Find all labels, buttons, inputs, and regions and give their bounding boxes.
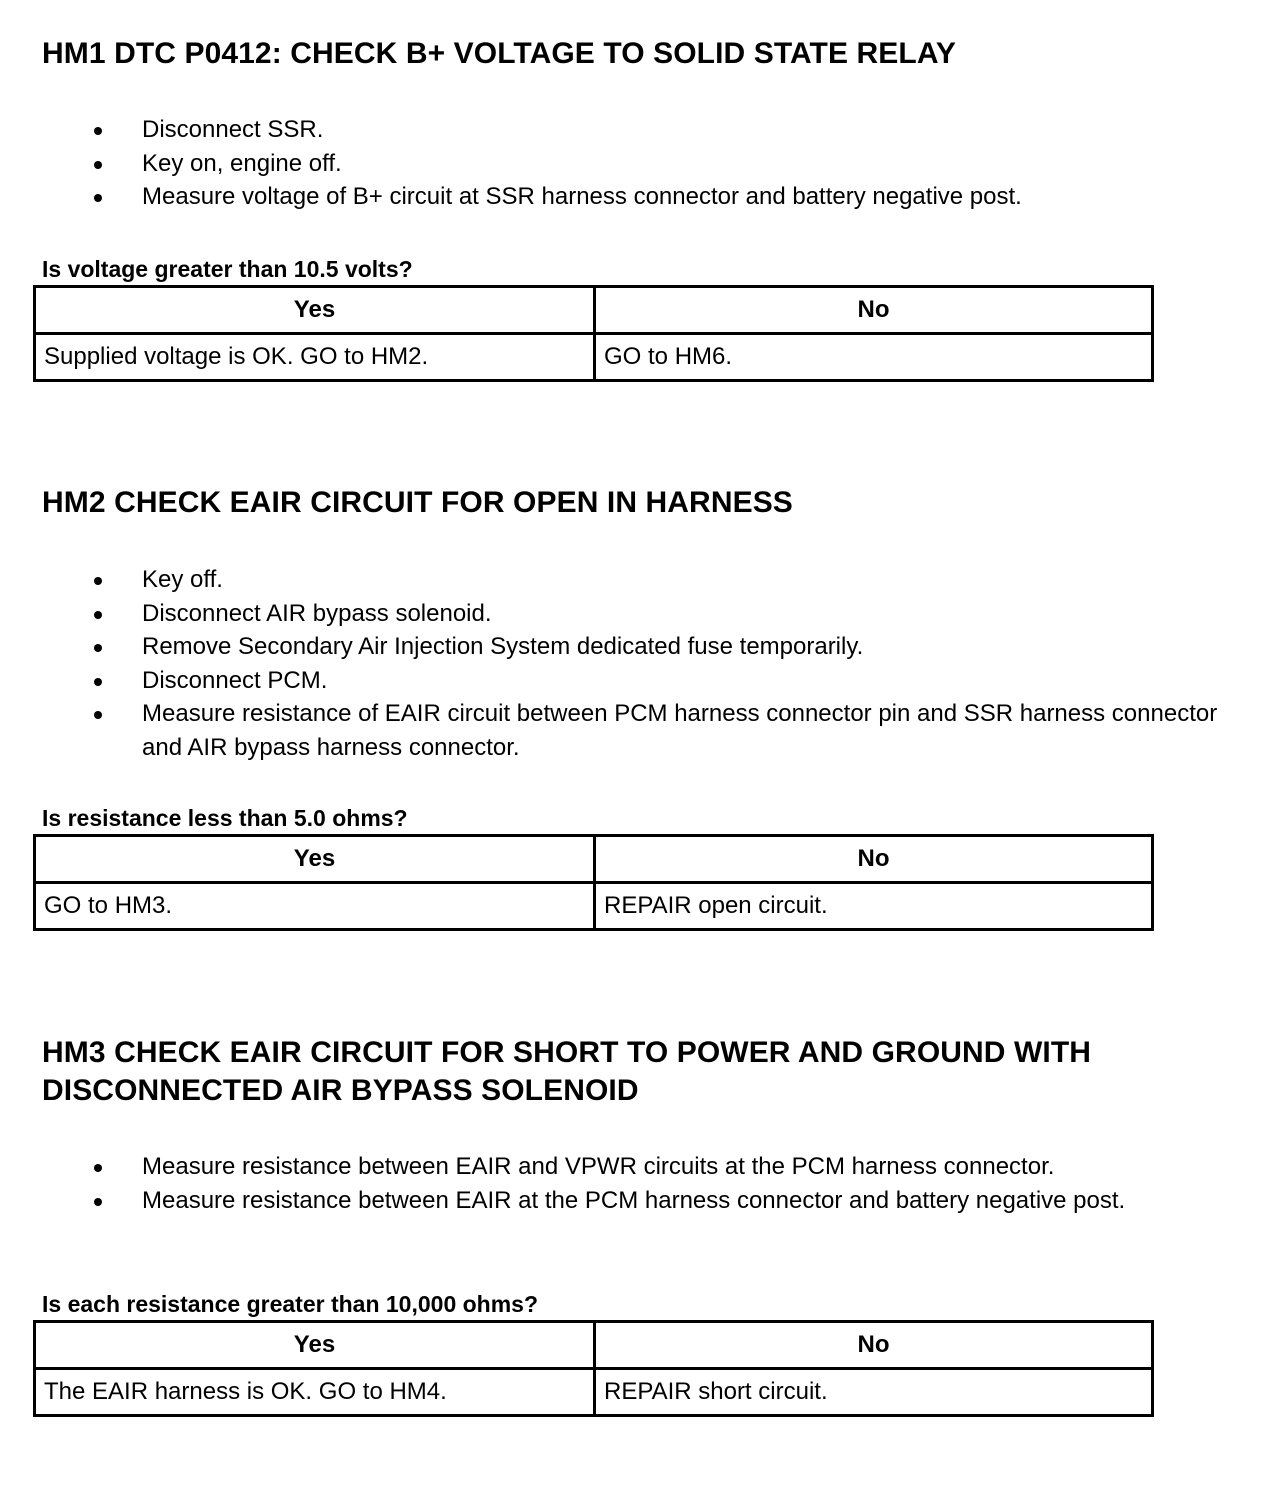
list-item: [0, 664, 1222, 698]
table-header-row: [35, 287, 1153, 334]
bullet-icon: [94, 678, 102, 686]
question-text: Is each resistance greater than 10,000 ohms?: [42, 1291, 539, 1317]
list-item: [0, 563, 1222, 597]
step-text: Key off.: [142, 566, 223, 593]
step-text: Measure resistance of EAIR circuit between PCM harness connector pin and SSR harness connector and AIR bypass harness connector.: [142, 700, 1218, 761]
step-text: Remove Secondary Air Injection System dedicated fuse temporarily.: [142, 633, 864, 660]
header-yes: Yes: [35, 836, 595, 883]
bullet-icon: [94, 161, 102, 169]
list-item: [0, 147, 1222, 181]
bullet-icon: [94, 611, 102, 619]
list-item: [0, 597, 1222, 631]
table-row: [35, 334, 1153, 381]
table-row: [35, 1369, 1153, 1416]
step-list: [0, 1150, 1222, 1217]
decision-table: [33, 834, 1154, 931]
list-item: [0, 1184, 1222, 1218]
title-line: HM2 CHECK EAIR CIRCUIT FOR OPEN IN HARNESS: [42, 486, 793, 519]
header-no: No: [595, 1322, 1153, 1369]
decision-table: [33, 1320, 1154, 1417]
decision-table: [33, 285, 1154, 382]
bullet-icon: [94, 577, 102, 585]
step-text: Key on, engine off.: [142, 149, 342, 177]
title-line: HM3 CHECK EAIR CIRCUIT FOR SHORT TO POWER AND GROUND WITH: [42, 1036, 1092, 1069]
section-title: [42, 35, 956, 73]
cell-yes: Supplied voltage is OK. GO to HM2.: [35, 334, 595, 381]
list-item: [0, 630, 1222, 664]
cell-no: REPAIR short circuit.: [595, 1369, 1153, 1416]
list-item: [0, 1150, 1222, 1184]
cell-no: REPAIR open circuit.: [595, 883, 1153, 930]
title-line: HM1 DTC P0412: CHECK B+ VOLTAGE TO SOLID STATE RELAY: [42, 37, 956, 70]
step-text: Measure resistance between EAIR at the PCM harness connector and battery negative post.: [142, 1186, 1126, 1214]
header-yes: Yes: [35, 1322, 595, 1369]
title-line: DISCONNECTED AIR BYPASS SOLENOID: [42, 1074, 639, 1107]
table-row: [35, 883, 1153, 930]
step-text: Disconnect PCM.: [142, 666, 328, 694]
step-list: [0, 113, 1222, 214]
bullet-icon: [94, 1198, 102, 1206]
bullet-icon: [94, 1164, 102, 1172]
cell-no: GO to HM6.: [595, 334, 1153, 381]
bullet-icon: [94, 194, 102, 202]
header-no: No: [595, 287, 1153, 334]
bullet-icon: [94, 644, 102, 652]
bullet-icon: [94, 127, 102, 135]
table-header-row: [35, 836, 1153, 883]
header-yes: Yes: [35, 287, 595, 334]
step-text: Disconnect AIR bypass solenoid.: [142, 599, 492, 627]
cell-yes: GO to HM3.: [35, 883, 595, 930]
question-text: Is voltage greater than 10.5 volts?: [42, 256, 413, 282]
table-header-row: [35, 1322, 1153, 1369]
section-title: [42, 1034, 1091, 1110]
step-text: Measure voltage of B+ circuit at SSR harness connector and battery negative post.: [142, 183, 1022, 210]
step-text: Measure resistance between EAIR and VPWR circuits at the PCM harness connector.: [142, 1153, 1055, 1180]
step-list: [0, 563, 1222, 764]
cell-yes: The EAIR harness is OK. GO to HM4.: [35, 1369, 595, 1416]
list-item: [0, 180, 1222, 214]
header-no: No: [595, 836, 1153, 883]
question-text: Is resistance less than 5.0 ohms?: [42, 805, 408, 831]
bullet-icon: [94, 711, 102, 719]
step-text: Disconnect SSR.: [142, 116, 324, 143]
list-item: [0, 697, 1222, 764]
section-title: [42, 484, 793, 522]
list-item: [0, 113, 1222, 147]
